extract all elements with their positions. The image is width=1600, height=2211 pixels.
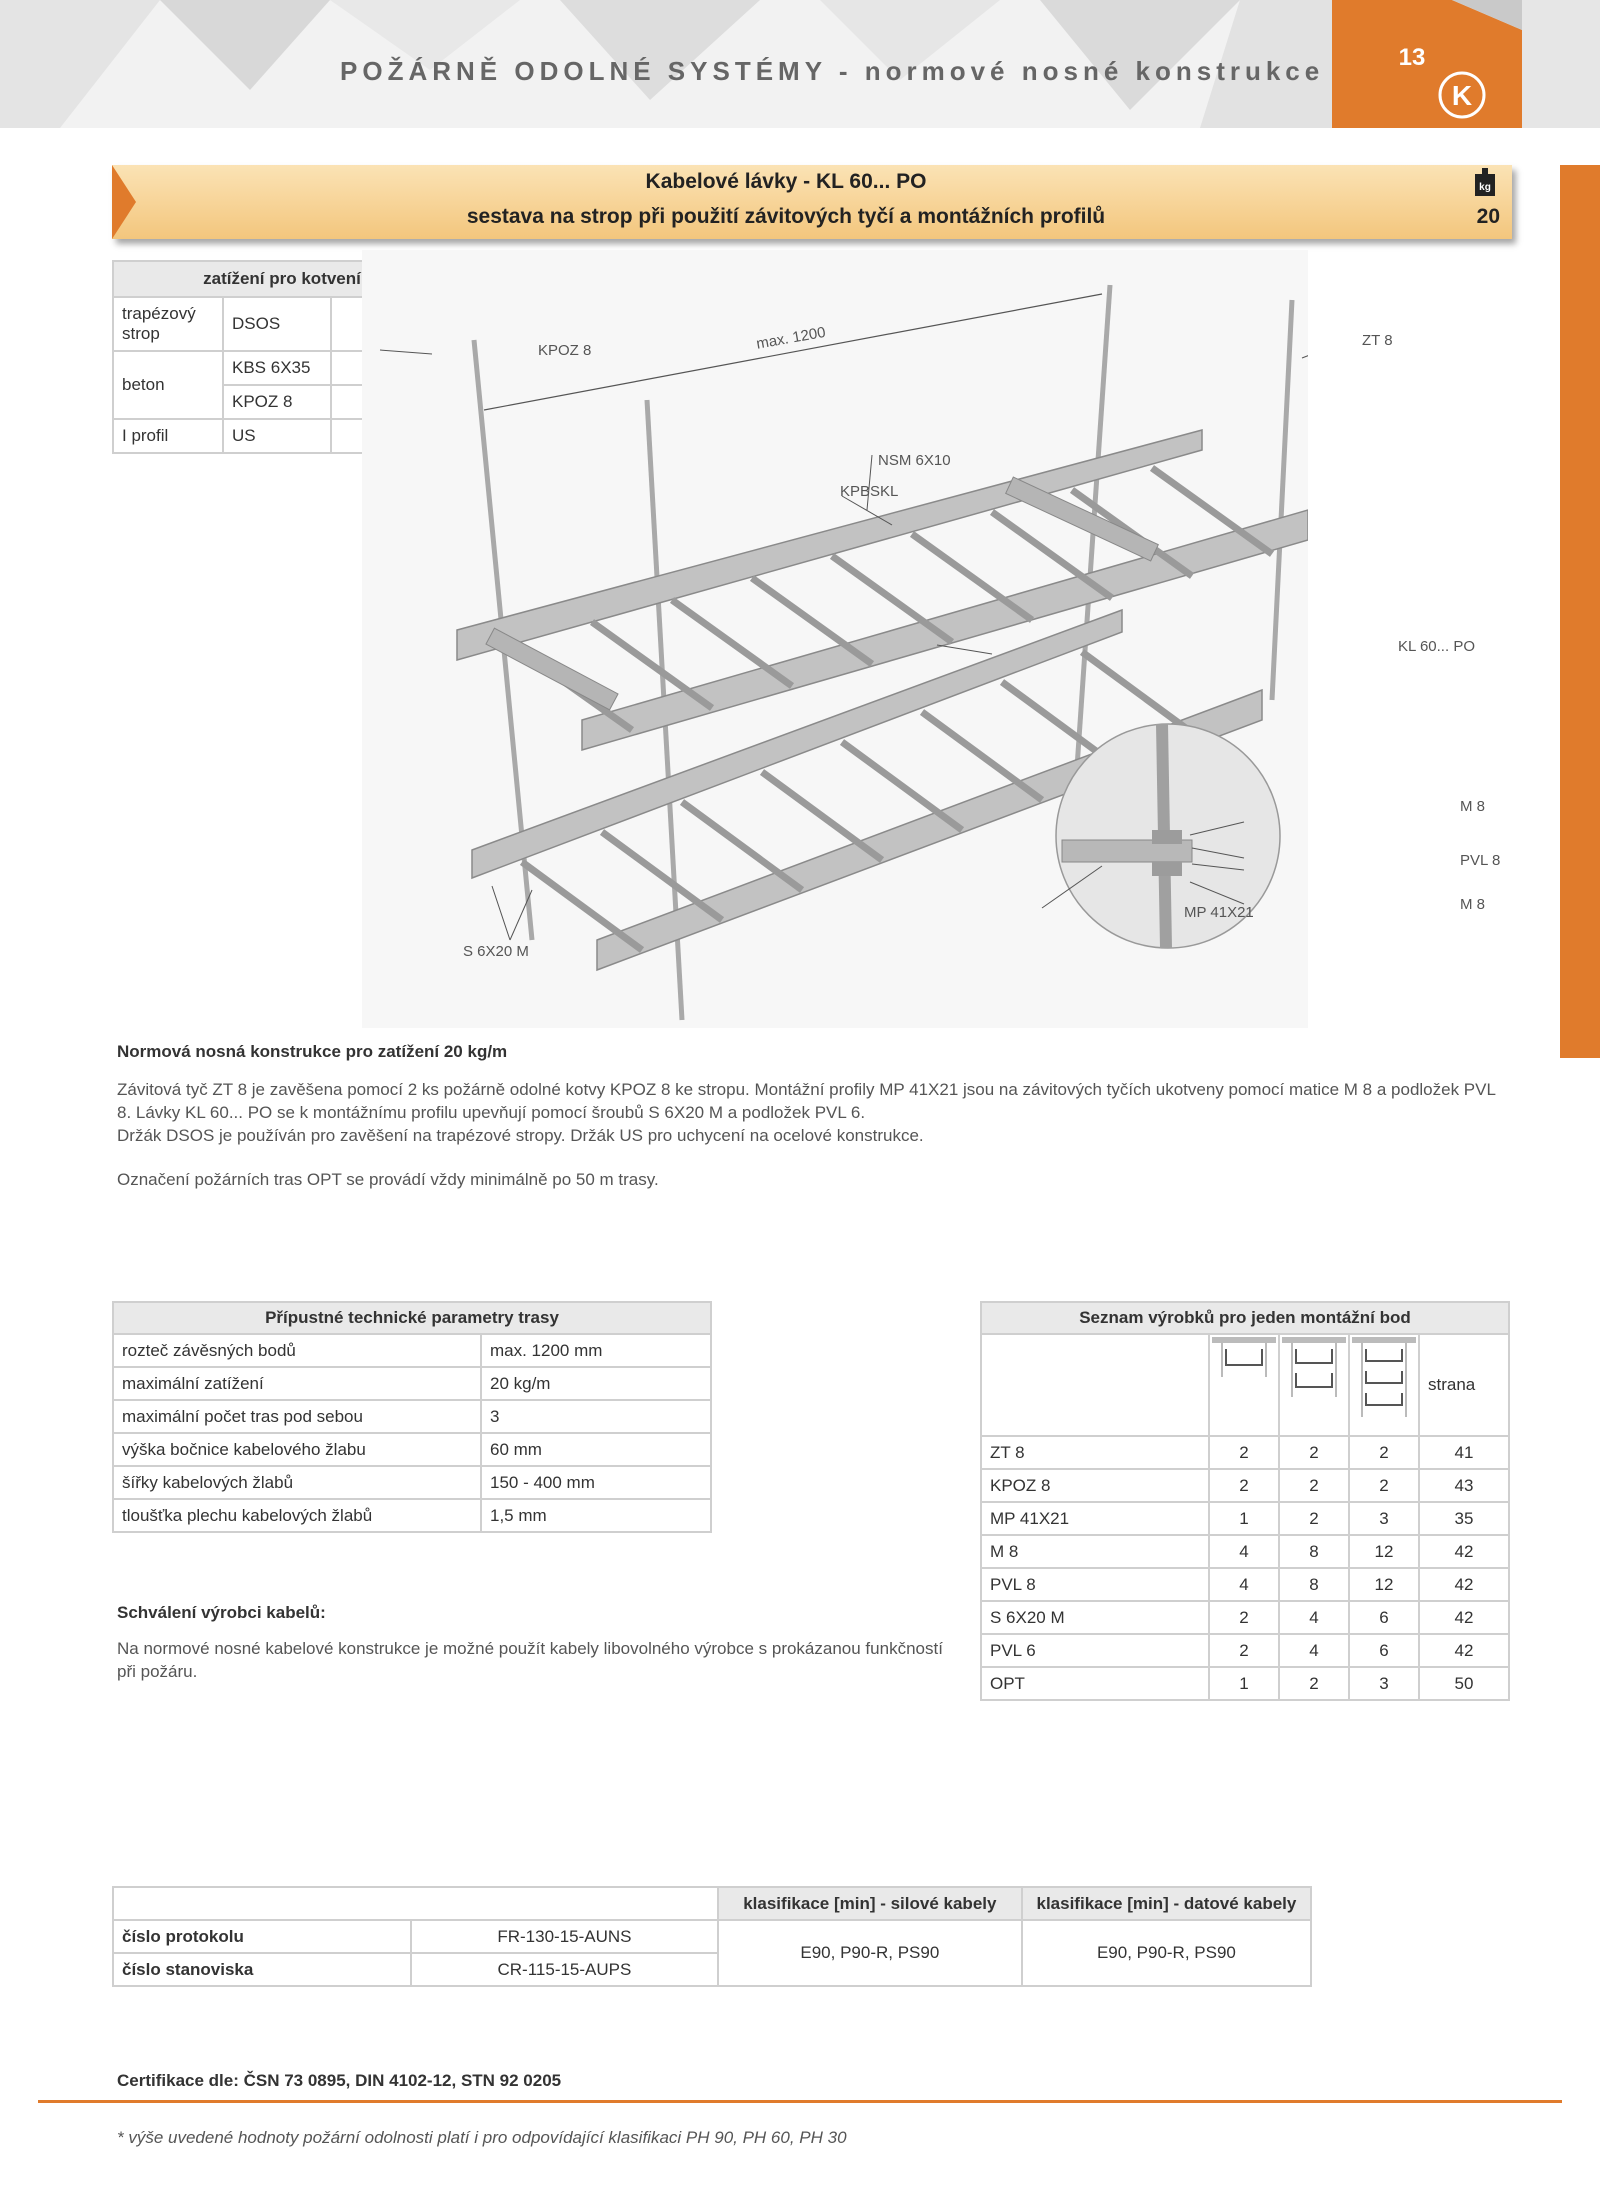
power-cables-header: klasifikace [min] - silové kabely [718, 1887, 1022, 1920]
table-row: M 8 4 8 12 42 [981, 1535, 1509, 1568]
banner-arrow-icon [112, 165, 136, 239]
norm-heading: Normová nosná konstrukce pro zatížení 20 kg/m [117, 1042, 508, 1061]
approval-heading: Schválení výrobci kabelů: [117, 1603, 326, 1622]
footer-divider [38, 2100, 1562, 2103]
svg-text:kg: kg [1479, 182, 1491, 193]
table-row: PVL 6 2 4 6 42 [981, 1634, 1509, 1667]
table-row: KPOZ 8 [113, 385, 451, 419]
side-accent-bar [1560, 165, 1600, 1058]
table-row: tloušťka plechu kabelových žlabů 1,5 mm [113, 1499, 711, 1532]
table-row: maximální zatížení 20 kg/m [113, 1367, 711, 1400]
footnote: * výše uvedené hodnoty požární odolnosti platí i pro odpovídající klasifikaci PH 90, PH 60, PH 30 [117, 2128, 847, 2147]
banner-weight-value: 20 [1476, 205, 1500, 228]
label-kpoz: KPOZ 8 [538, 342, 592, 359]
table-row: MP 41X21 1 2 3 35 [981, 1502, 1509, 1535]
table-row [981, 1334, 1509, 1436]
one-tray-icon [1209, 1334, 1279, 1436]
label-max-spacing: max. 1200 [755, 323, 827, 353]
page-number: 13 [1398, 44, 1426, 71]
table-row: beton KBS 6X35 [113, 351, 451, 385]
label-m8-top: M 8 [1460, 798, 1486, 815]
table-row: trapézový strop DSOS [113, 297, 451, 351]
norm-paragraph-1: Závitová tyč ZT 8 je zavěšena pomocí 2 ks požárně odolné kotvy KPOZ 8 ke stropu. Montážní profily MP 41X21 jsou na závitových tyčích ukotveny pomocí matice M 8 a podložek PVL 8. Lávky KL 60... PO se k montážnímu profilu upevňují pomocí šroubů S 6X20 M a podložek PVL 6. [117, 1080, 1496, 1122]
table-row: ZT 8 2 2 2 41 [981, 1436, 1509, 1469]
label-kpbskl: KPBSKL [840, 483, 899, 500]
table-row: číslo protokolu FR-130-15-AUNS E90, P90-R, PS90 E90, P90-R, PS90 [113, 1920, 1311, 1953]
table-row: maximální počet tras pod sebou 3 [113, 1400, 711, 1433]
label-kl: KL 60... PO [1398, 638, 1475, 655]
three-trays-icon [1349, 1334, 1419, 1436]
label-mp: MP 41X21 [1184, 904, 1254, 921]
header-title: POŽÁRNĚ ODOLNÉ SYSTÉMY - normové nosné konstrukce [340, 56, 1325, 86]
table-row: S 6X20 M 2 4 6 42 [981, 1601, 1509, 1634]
logo-icon: K [1451, 80, 1473, 111]
products-table [980, 1301, 1510, 1701]
table-row: KPOZ 8 2 2 2 43 [981, 1469, 1509, 1502]
approval-text: Na normové nosné kabelové konstrukce je možné použít kabely libovolného výrobce s prokázanou funkčností při požáru. [117, 1639, 943, 1681]
table-row: číslo stanoviska CR-115-15-AUPS [113, 1953, 1311, 1986]
table-row: rozteč závěsných bodů max. 1200 mm [113, 1334, 711, 1367]
two-trays-icon [1279, 1334, 1349, 1436]
technical-parameters-table [112, 1301, 712, 1533]
banner-title: Kabelové lávky - KL 60... PO [645, 170, 927, 193]
table-row: PVL 8 4 8 12 42 [981, 1568, 1509, 1601]
cable-tray-assembly-drawing [362, 250, 1308, 1028]
anchor-table-header: zatížení pro kotvení [113, 261, 451, 297]
norm-paragraph-2: Držák DSOS je používán pro zavěšení na trapézové stropy. Držák US pro uchycení na ocelové konstrukce. [117, 1126, 924, 1145]
label-s6x20: S 6X20 M [463, 943, 529, 960]
certification-text: Certifikace dle: ČSN 73 0895, DIN 4102-12, STN 92 0205 [117, 2071, 562, 2090]
label-pvl: PVL 8 [1460, 852, 1501, 869]
params-table-header: Přípustné technické parametry trasy [113, 1302, 711, 1334]
table-row: OPT 1 2 3 50 [981, 1667, 1509, 1700]
label-zt: ZT 8 [1362, 332, 1393, 349]
table-row: šířky kabelových žlabů 150 - 400 mm [113, 1466, 711, 1499]
table-row: výška bočnice kabelového žlabu 60 mm [113, 1433, 711, 1466]
label-nsm: NSM 6X10 [878, 452, 951, 469]
banner-subtitle: sestava na strop při použití závitových tyčí a montážních profilů [466, 205, 1106, 228]
table-row: I profil US [113, 419, 451, 453]
label-m8-bottom: M 8 [1460, 896, 1486, 913]
products-table-header: Seznam výrobků pro jeden montážní bod [981, 1302, 1509, 1334]
classification-table [112, 1886, 1312, 1987]
norm-paragraph-3: Označení požárních tras OPT se provádí vždy minimálně po 50 m trasy. [117, 1170, 659, 1189]
weight-icon [1474, 168, 1496, 196]
page-column-header: strana [1419, 1334, 1509, 1436]
data-cables-header: klasifikace [min] - datové kabely [1022, 1887, 1311, 1920]
